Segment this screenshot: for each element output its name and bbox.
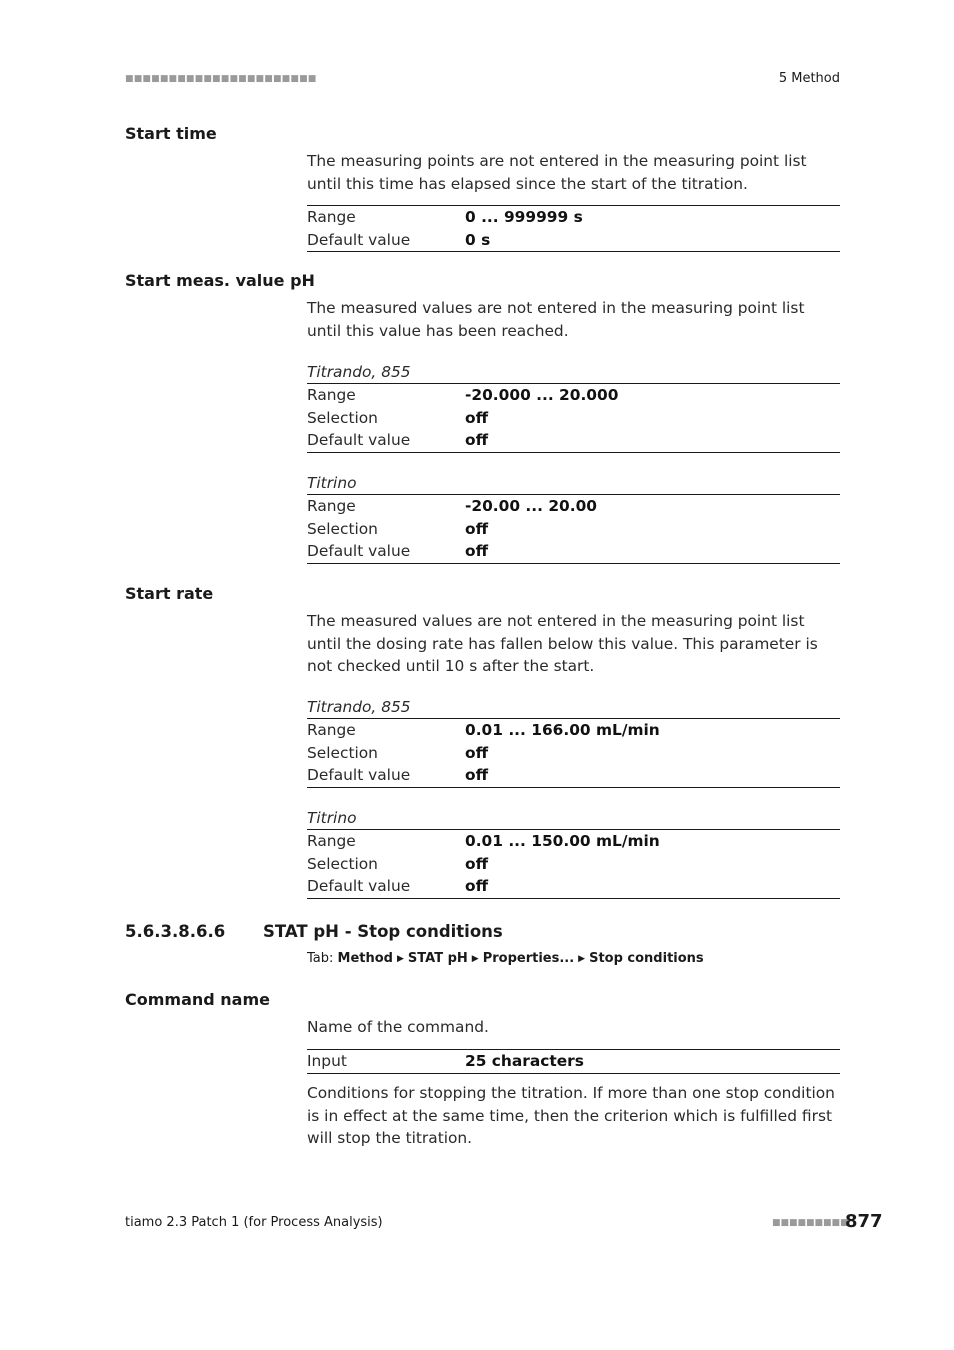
- section-number: 5.6.3.8.6.6: [125, 922, 226, 941]
- row-key: Range: [307, 497, 356, 516]
- table-row: [307, 407, 840, 430]
- param-description-start-time: The measuring points are not entered in the measuring point list until this time has elapsed since the start of the titration.: [307, 152, 807, 193]
- table-row: [307, 518, 840, 541]
- tab-path-item: STAT pH: [407, 951, 468, 966]
- param-table-command-name: [307, 1049, 840, 1074]
- param-table-titrino: [307, 807, 840, 899]
- param-table-titrando: [307, 696, 840, 788]
- row-key: Input: [307, 1052, 347, 1071]
- table-row: [307, 764, 840, 787]
- param-title-command-name: Command name: [125, 990, 270, 1009]
- stop-conditions-note: Conditions for stopping the titration. If more than one stop condition is in effect at the same time, then the criterion which is fulfilled first will stop the titration.: [307, 1084, 835, 1148]
- row-key: Selection: [307, 519, 378, 538]
- table-row: [307, 853, 840, 876]
- row-value: off: [465, 854, 489, 873]
- table-row: [307, 495, 840, 518]
- footer-decoration: ■■■■■■■■■: [772, 1218, 849, 1228]
- row-key: Range: [307, 832, 356, 851]
- row-key: Default value: [307, 230, 411, 249]
- arrow-right-icon: ▶: [578, 954, 586, 964]
- row-key: Default value: [307, 877, 411, 896]
- param-title-start-meas-value: Start meas. value pH: [125, 271, 315, 290]
- row-key: Default value: [307, 766, 411, 785]
- row-value: off: [465, 877, 489, 896]
- row-value: 0.01 ... 150.00 mL/min: [465, 832, 660, 851]
- table-row: [307, 384, 840, 407]
- row-value: -20.00 ... 20.00: [465, 497, 598, 516]
- table-row: [307, 875, 840, 898]
- row-key: Default value: [307, 542, 411, 561]
- table-row: [307, 830, 840, 853]
- tab-path: [307, 951, 704, 966]
- row-key: Range: [307, 386, 356, 405]
- param-description-command-name: Name of the command.: [307, 1018, 489, 1036]
- table-row: [307, 540, 840, 563]
- param-title-start-rate: Start rate: [125, 584, 214, 603]
- row-key: Selection: [307, 854, 378, 873]
- arrow-right-icon: ▶: [397, 954, 404, 964]
- table-caption: Titrando, 855: [307, 361, 840, 384]
- table-caption: Titrando, 855: [307, 696, 840, 719]
- table-row: [307, 1050, 840, 1073]
- param-description-start-rate: The measured values are not entered in the measuring point list until the dosing rate has fallen below this value. This parameter is not checked until 10 s after the start.: [307, 612, 818, 676]
- row-key: Selection: [307, 743, 378, 762]
- row-key: Range: [307, 208, 356, 227]
- table-row: [307, 429, 840, 452]
- tab-path-item: Properties...: [482, 951, 575, 966]
- row-value: -20.000 ... 20.000: [465, 386, 619, 405]
- table-row: [307, 229, 840, 252]
- page-number: 877: [845, 1211, 883, 1232]
- table-row: [307, 742, 840, 765]
- chapter-title: 5 Method: [778, 71, 840, 86]
- row-value: 0 ... 999999 s: [465, 208, 583, 227]
- row-value: 0.01 ... 166.00 mL/min: [465, 721, 660, 740]
- param-table-titrando: [307, 361, 840, 453]
- table-caption: Titrino: [307, 807, 840, 830]
- param-table-start-time: [307, 205, 840, 252]
- tab-prefix: Tab:: [307, 951, 334, 966]
- param-table-titrino: [307, 472, 840, 564]
- row-value: off: [465, 519, 489, 538]
- row-value: 25 characters: [465, 1052, 584, 1071]
- table-row: [307, 206, 840, 229]
- tab-path-item: Stop conditions: [589, 951, 704, 966]
- table-caption: Titrino: [307, 472, 840, 495]
- footer-product: tiamo 2.3 Patch 1 (for Process Analysis): [125, 1215, 383, 1230]
- row-value: off: [465, 743, 489, 762]
- row-key: Range: [307, 721, 356, 740]
- row-key: Default value: [307, 431, 411, 450]
- header-decoration: ■■■■■■■■■■■■■■■■■■■■■■: [125, 74, 317, 84]
- param-description-start-meas-value: The measured values are not entered in the measuring point list until this value has been reached.: [307, 299, 805, 340]
- arrow-right-icon: ▶: [471, 954, 479, 964]
- row-value: off: [465, 431, 489, 450]
- row-value: off: [465, 766, 489, 785]
- row-key: Selection: [307, 408, 378, 427]
- table-row: [307, 719, 840, 742]
- row-value: off: [465, 408, 489, 427]
- row-value: 0 s: [465, 230, 491, 249]
- section-title: STAT pH - Stop conditions: [263, 922, 503, 941]
- param-title-start-time: Start time: [125, 124, 217, 143]
- row-value: off: [465, 542, 489, 561]
- tab-path-item: Method: [337, 951, 393, 966]
